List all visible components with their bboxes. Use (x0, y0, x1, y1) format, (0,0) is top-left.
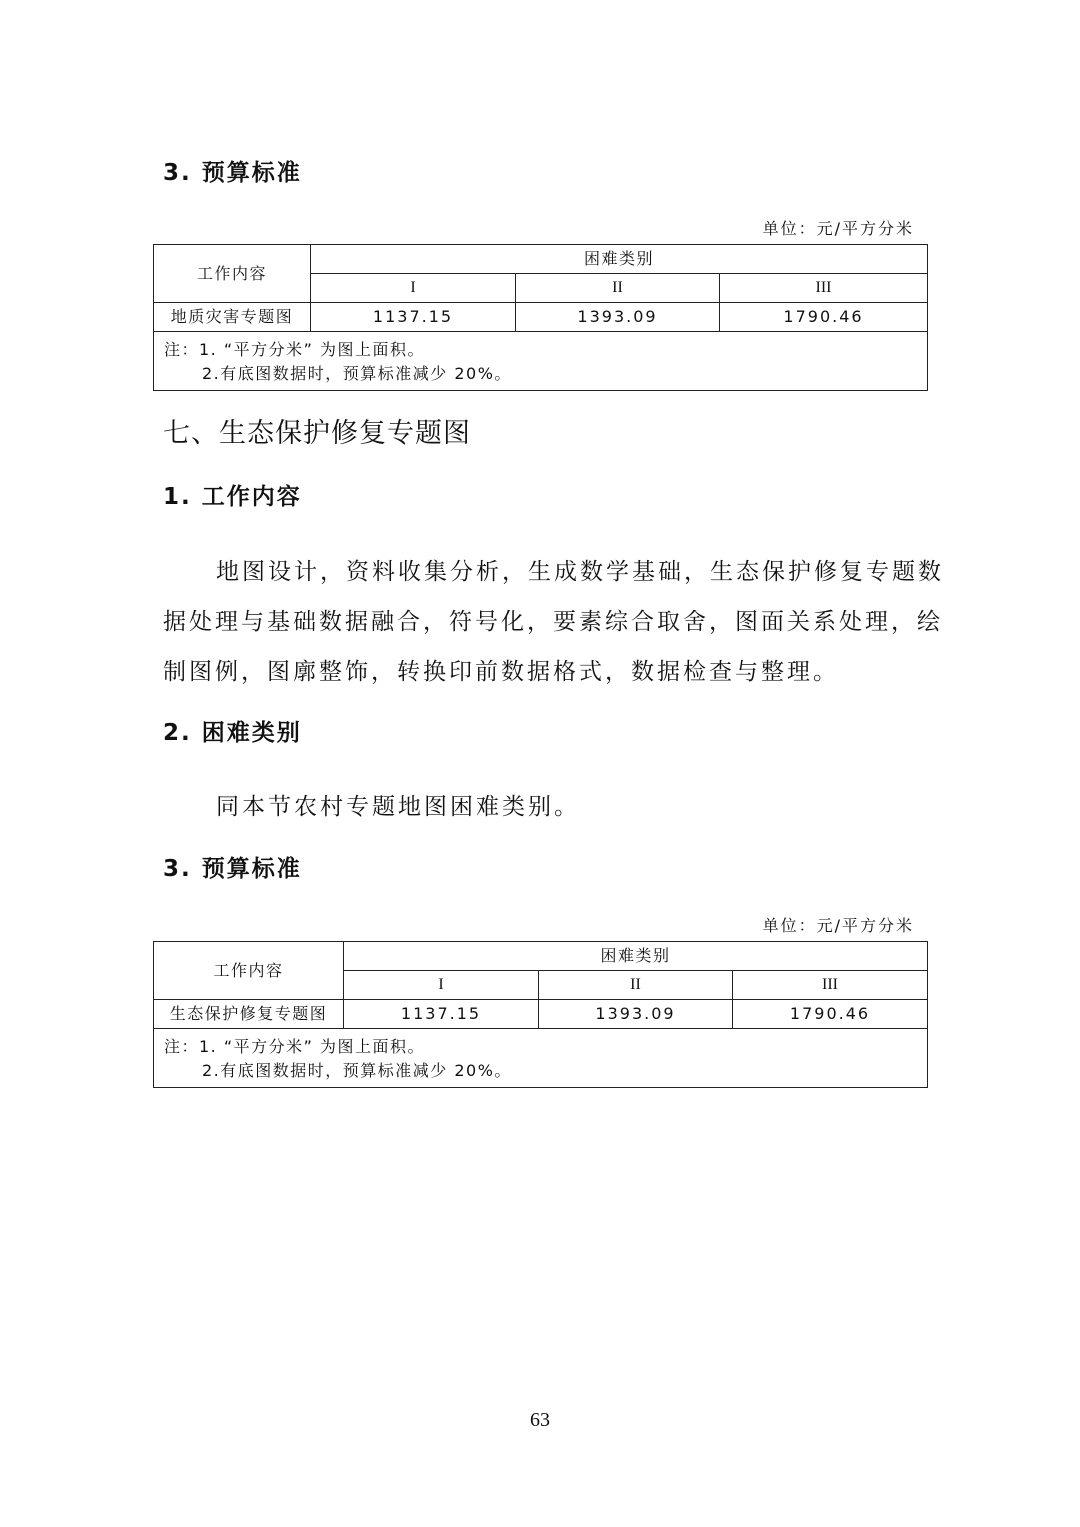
header-work-content: 工作内容 (154, 245, 311, 303)
work-content-heading: 1. 工作内容 (163, 484, 302, 510)
value-level-3: 1790.46 (720, 303, 928, 332)
budget-table-2 (153, 941, 928, 1088)
header-difficulty: 困难类别 (311, 245, 928, 274)
section-title: 七、生态保护修复专题图 (163, 418, 471, 449)
row-label: 生态保护修复专题图 (154, 1000, 344, 1029)
value-level-2: 1393.09 (516, 303, 720, 332)
note-line-1: 注：1. “平方分米” 为图上面积。 (164, 1037, 426, 1056)
note-line-2: 2.有底图数据时，预算标准减少 20%。 (202, 364, 512, 383)
table-note (154, 332, 928, 391)
table-row (154, 1000, 928, 1029)
difficulty-text: 同本节农村专题地图困难类别。 (216, 794, 580, 820)
value-level-1: 1137.15 (311, 303, 516, 332)
note-line-2: 2.有底图数据时，预算标准减少 20%。 (202, 1061, 512, 1080)
unit-label-2: 单位：元/平方分米 (762, 916, 914, 935)
note-line-1: 注：1. “平方分米” 为图上面积。 (164, 340, 426, 359)
table-row (154, 303, 928, 332)
work-paragraph-line-1: 地图设计，资料收集分析，生成数学基础，生态保护修复专题数 (216, 559, 944, 585)
budget-heading-1: 3. 预算标准 (163, 160, 302, 186)
header-difficulty: 困难类别 (344, 942, 928, 971)
level-2: II (539, 971, 733, 1000)
level-2: II (516, 274, 720, 303)
unit-label-1: 单位：元/平方分米 (762, 219, 914, 238)
work-paragraph-line-2: 据处理与基础数据融合，符号化，要素综合取舍，图面关系处理，绘 (163, 609, 943, 635)
row-label: 地质灾害专题图 (154, 303, 311, 332)
level-3: III (720, 274, 928, 303)
budget-table-1 (153, 244, 928, 391)
value-level-3: 1790.46 (733, 1000, 928, 1029)
level-1: I (344, 971, 539, 1000)
value-level-1: 1137.15 (344, 1000, 539, 1029)
level-3: III (733, 971, 928, 1000)
level-1: I (311, 274, 516, 303)
work-paragraph-line-3: 制图例，图廓整饰，转换印前数据格式，数据检查与整理。 (163, 659, 839, 685)
table-note (154, 1029, 928, 1088)
header-work-content: 工作内容 (154, 942, 344, 1000)
budget-heading-2: 3. 预算标准 (163, 856, 302, 882)
value-level-2: 1393.09 (539, 1000, 733, 1029)
page-number: 63 (530, 1409, 550, 1431)
difficulty-heading: 2. 困难类别 (163, 720, 302, 746)
